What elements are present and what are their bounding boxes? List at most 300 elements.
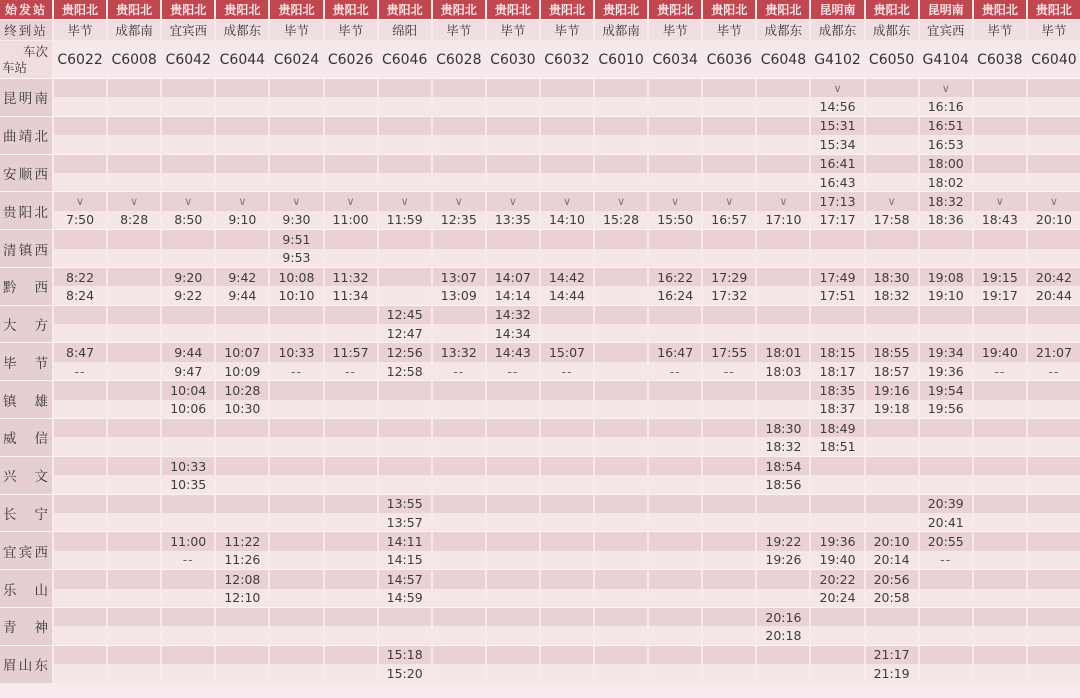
train-destination-cell: 毕节 <box>325 20 377 40</box>
station-name-char: 信 <box>34 431 48 448</box>
train-destination-cell: 毕节 <box>270 20 322 40</box>
departure-time-cell <box>433 513 485 531</box>
arrival-time-cell <box>325 646 377 664</box>
arrival-time-cell: 19:16 <box>866 381 918 399</box>
train-destination-cell: 宜宾西 <box>162 20 214 40</box>
arrival-time-cell <box>757 381 809 399</box>
departure-time-cell <box>216 324 268 342</box>
arrival-time-cell <box>1028 230 1080 248</box>
station-name-char: 顺 <box>18 166 33 183</box>
arrival-time-cell <box>270 117 322 135</box>
departure-time-cell <box>811 475 863 493</box>
station-name-char: 大 <box>3 318 17 335</box>
departure-time-cell: 18:36 <box>920 211 972 229</box>
arrival-time-cell: 19:40 <box>974 343 1026 361</box>
station-row <box>0 569 1080 607</box>
arrival-time-cell <box>108 155 160 173</box>
station-name-char: 节 <box>34 355 48 372</box>
arrival-time-cell <box>757 117 809 135</box>
train-number-cell: C6040 <box>1028 41 1080 78</box>
departure-time-cell <box>162 513 214 531</box>
arrival-time-cell <box>487 646 539 664</box>
arrival-time-cell <box>162 570 214 588</box>
arrival-time-cell <box>541 306 593 324</box>
departure-time-cell <box>541 475 593 493</box>
arrival-time-cell <box>974 570 1026 588</box>
arrival-time-cell: 14:07 <box>487 268 539 286</box>
train-origin-cell: 昆明南 <box>920 0 972 19</box>
departure-time-cell <box>325 475 377 493</box>
arrival-time-cell <box>920 570 972 588</box>
departure-time-cell <box>920 626 972 644</box>
arrival-time-cell <box>703 155 755 173</box>
departure-time-cell: 15:20 <box>379 664 431 682</box>
pass-through-icon: ∨ <box>1028 192 1080 210</box>
arrival-time-cell: 18:32 <box>920 192 972 210</box>
arrival-time-cell <box>595 608 647 626</box>
train-number-cell: C6044 <box>216 41 268 78</box>
departure-time-cell: 14:44 <box>541 286 593 304</box>
departure-time-cell: 17:17 <box>811 211 863 229</box>
arrival-time-cell <box>974 306 1026 324</box>
arrival-time-cell <box>216 306 268 324</box>
arrival-time-cell <box>379 155 431 173</box>
pass-through-icon: ∨ <box>216 192 268 210</box>
departure-time-cell <box>325 664 377 682</box>
departure-time-cell: 14:56 <box>811 97 863 115</box>
arrival-time-cell <box>811 230 863 248</box>
departure-time-cell <box>1028 324 1080 342</box>
arrival-time-cell: 17:55 <box>703 343 755 361</box>
station-name-char: 安 <box>3 166 17 183</box>
arrival-time-cell <box>325 381 377 399</box>
train-origin-cell: 昆明南 <box>811 0 863 19</box>
departure-time-cell <box>108 551 160 569</box>
departure-time-cell: 9:44 <box>216 286 268 304</box>
departure-time-cell <box>866 135 918 153</box>
departure-time-cell: -- <box>433 362 485 380</box>
train-number-axis-label: 车次 <box>22 43 48 59</box>
arrival-time-cell <box>541 117 593 135</box>
departure-time-cell <box>757 589 809 607</box>
departure-time-cell: 14:14 <box>487 286 539 304</box>
departure-time-cell <box>162 249 214 267</box>
arrival-time-cell <box>216 230 268 248</box>
arrival-time-cell: 14:57 <box>379 570 431 588</box>
train-destination-cell: 毕节 <box>433 20 485 40</box>
train-origin-cell: 贵阳北 <box>108 0 160 19</box>
departure-time-cell: -- <box>703 362 755 380</box>
arrival-time-cell <box>270 306 322 324</box>
departure-time-cell <box>216 626 268 644</box>
departure-time-cell: 19:36 <box>920 362 972 380</box>
pass-through-icon: ∨ <box>433 192 485 210</box>
arrival-time-cell <box>595 343 647 361</box>
arrival-time-cell: 11:22 <box>216 532 268 550</box>
station-name-char: 东 <box>34 658 48 675</box>
arrival-time-cell <box>974 419 1026 437</box>
departure-time-cell <box>649 135 701 153</box>
arrival-time-cell <box>108 268 160 286</box>
train-destination-cell: 成都东 <box>216 20 268 40</box>
train-station-corner-label <box>0 41 52 78</box>
arrival-time-cell: 15:18 <box>379 646 431 664</box>
arrival-time-cell <box>649 79 701 97</box>
departure-time-cell: 10:10 <box>270 286 322 304</box>
arrival-time-cell <box>54 608 106 626</box>
arrival-time-cell: 18:00 <box>920 155 972 173</box>
pass-through-icon: ∨ <box>541 192 593 210</box>
station-name <box>0 230 52 267</box>
station-row <box>0 267 1080 305</box>
departure-time-cell: 18:32 <box>866 286 918 304</box>
arrival-time-cell <box>866 230 918 248</box>
train-number-cell: C6022 <box>54 41 106 78</box>
train-origin-cell: 贵阳北 <box>433 0 485 19</box>
arrival-time-cell <box>270 608 322 626</box>
departure-time-cell <box>108 324 160 342</box>
departure-time-cell <box>703 589 755 607</box>
departure-time-cell <box>595 249 647 267</box>
departure-time-cell <box>920 249 972 267</box>
departure-time-cell <box>487 249 539 267</box>
departure-time-cell <box>162 437 214 455</box>
departure-time-cell <box>974 135 1026 153</box>
arrival-time-cell: 18:35 <box>811 381 863 399</box>
arrival-time-cell <box>487 532 539 550</box>
station-row <box>0 380 1080 418</box>
station-name-char: 北 <box>34 129 48 146</box>
departure-time-cell <box>216 475 268 493</box>
arrival-time-cell <box>541 532 593 550</box>
departure-time-cell <box>595 589 647 607</box>
arrival-time-cell <box>325 570 377 588</box>
departure-time-cell <box>974 626 1026 644</box>
arrival-time-cell <box>920 419 972 437</box>
pass-through-icon: ∨ <box>162 192 214 210</box>
station-name-char: 曲 <box>3 129 17 146</box>
arrival-time-cell <box>487 117 539 135</box>
arrival-time-cell <box>757 495 809 513</box>
departure-time-cell <box>974 551 1026 569</box>
arrival-time-cell <box>595 381 647 399</box>
departure-time-cell: 18:43 <box>974 211 1026 229</box>
arrival-time-cell: 9:44 <box>162 343 214 361</box>
departure-time-cell <box>270 135 322 153</box>
departure-time-cell: 12:35 <box>433 211 485 229</box>
departure-time-cell: 20:24 <box>811 589 863 607</box>
arrival-time-cell: 10:07 <box>216 343 268 361</box>
arrival-time-cell <box>162 117 214 135</box>
arrival-time-cell: 19:15 <box>974 268 1026 286</box>
arrival-time-cell <box>325 495 377 513</box>
arrival-time-cell: 16:41 <box>811 155 863 173</box>
arrival-time-cell <box>1028 117 1080 135</box>
departure-time-cell <box>541 249 593 267</box>
arrival-time-cell: 20:10 <box>866 532 918 550</box>
train-origin-cell: 贵阳北 <box>487 0 539 19</box>
arrival-time-cell <box>649 117 701 135</box>
arrival-time-cell <box>433 381 485 399</box>
departure-time-cell <box>1028 135 1080 153</box>
departure-time-cell: 14:15 <box>379 551 431 569</box>
departure-time-cell <box>325 589 377 607</box>
station-row <box>0 494 1080 532</box>
station-name-char: 神 <box>34 620 48 637</box>
pass-through-icon: ∨ <box>649 192 701 210</box>
arrival-time-cell <box>1028 608 1080 626</box>
arrival-time-cell <box>216 608 268 626</box>
station-row <box>0 342 1080 380</box>
departure-time-cell <box>325 173 377 191</box>
arrival-time-cell <box>595 155 647 173</box>
departure-time-cell <box>595 135 647 153</box>
train-origin-cell: 贵阳北 <box>54 0 106 19</box>
departure-time-cell <box>216 249 268 267</box>
arrival-time-cell <box>811 608 863 626</box>
departure-time-cell <box>811 513 863 531</box>
train-number-cell: C6008 <box>108 41 160 78</box>
departure-time-cell <box>270 324 322 342</box>
arrival-time-cell <box>433 608 485 626</box>
arrival-time-cell <box>270 570 322 588</box>
arrival-time-cell <box>433 419 485 437</box>
arrival-time-cell <box>379 419 431 437</box>
departure-time-cell: 18:37 <box>811 400 863 418</box>
departure-time-cell <box>108 626 160 644</box>
arrival-time-cell <box>325 117 377 135</box>
arrival-time-cell <box>54 457 106 475</box>
station-name-char: 文 <box>34 469 48 486</box>
departure-time-cell <box>541 589 593 607</box>
station-name <box>0 457 52 494</box>
arrival-time-cell <box>866 419 918 437</box>
train-number-cell: G4104 <box>920 41 972 78</box>
arrival-time-cell <box>649 419 701 437</box>
departure-time-cell <box>541 437 593 455</box>
arrival-time-cell <box>703 608 755 626</box>
departure-time-cell <box>433 97 485 115</box>
departure-time-cell <box>595 664 647 682</box>
station-name-char: 宁 <box>34 506 48 523</box>
departure-time-cell <box>379 249 431 267</box>
arrival-time-cell <box>595 532 647 550</box>
departure-time-cell: 11:34 <box>325 286 377 304</box>
departure-time-cell <box>757 135 809 153</box>
pass-through-icon: ∨ <box>703 192 755 210</box>
departure-time-cell: 9:53 <box>270 249 322 267</box>
arrival-time-cell: 21:07 <box>1028 343 1080 361</box>
departure-time-cell <box>108 437 160 455</box>
train-destination-cell: 宜宾西 <box>920 20 972 40</box>
station-name-char: 北 <box>34 204 48 221</box>
departure-time-cell <box>325 324 377 342</box>
departure-time-cell <box>703 135 755 153</box>
train-number-cell: C6048 <box>757 41 809 78</box>
departure-time-cell <box>649 589 701 607</box>
departure-time-cell <box>811 664 863 682</box>
arrival-time-cell <box>649 155 701 173</box>
departure-time-cell <box>54 551 106 569</box>
arrival-time-cell <box>974 646 1026 664</box>
arrival-time-cell <box>974 608 1026 626</box>
departure-time-cell <box>541 135 593 153</box>
station-row <box>0 418 1080 456</box>
departure-time-cell <box>487 475 539 493</box>
train-destination-cell: 毕节 <box>54 20 106 40</box>
arrival-time-cell <box>108 117 160 135</box>
departure-time-cell <box>270 400 322 418</box>
arrival-time-cell <box>649 646 701 664</box>
station-name-char: 黔 <box>3 280 17 297</box>
departure-time-cell <box>108 286 160 304</box>
arrival-time-cell <box>162 419 214 437</box>
departure-time-cell <box>703 664 755 682</box>
arrival-time-cell <box>325 79 377 97</box>
departure-time-cell: 19:10 <box>920 286 972 304</box>
train-destination-cell: 成都南 <box>595 20 647 40</box>
station-name-char: 宾 <box>18 544 33 561</box>
arrival-time-cell <box>866 495 918 513</box>
departure-time-cell: -- <box>1028 362 1080 380</box>
arrival-time-cell <box>866 79 918 97</box>
departure-time-cell <box>54 97 106 115</box>
arrival-time-cell <box>379 268 431 286</box>
departure-time-cell: 8:28 <box>108 211 160 229</box>
train-origin-cell: 贵阳北 <box>703 0 755 19</box>
departure-time-cell: 15:50 <box>649 211 701 229</box>
departure-time-cell <box>974 97 1026 115</box>
departure-time-cell <box>54 626 106 644</box>
station-name-char: 镇 <box>3 393 17 410</box>
departure-time-cell <box>325 249 377 267</box>
departure-time-cell <box>595 551 647 569</box>
arrival-time-cell <box>54 381 106 399</box>
arrival-time-cell <box>54 79 106 97</box>
pass-through-icon: ∨ <box>270 192 322 210</box>
arrival-time-cell: 17:29 <box>703 268 755 286</box>
arrival-time-cell <box>1028 495 1080 513</box>
train-destination-cell: 成都东 <box>811 20 863 40</box>
departure-time-cell <box>54 589 106 607</box>
arrival-time-cell <box>162 79 214 97</box>
pass-through-icon: ∨ <box>757 192 809 210</box>
arrival-time-cell: 19:36 <box>811 532 863 550</box>
departure-time-cell <box>649 475 701 493</box>
arrival-time-cell <box>595 419 647 437</box>
station-name-char: 长 <box>3 506 17 523</box>
arrival-time-cell: 18:30 <box>866 268 918 286</box>
departure-time-cell <box>649 249 701 267</box>
arrival-time-cell <box>974 230 1026 248</box>
arrival-time-cell: 19:22 <box>757 532 809 550</box>
departure-time-cell <box>162 626 214 644</box>
departure-time-cell <box>54 173 106 191</box>
arrival-time-cell <box>974 532 1026 550</box>
destination-station-label: 终到站 <box>0 20 52 40</box>
departure-time-cell <box>487 135 539 153</box>
arrival-time-cell <box>649 230 701 248</box>
arrival-time-cell <box>216 155 268 173</box>
departure-time-cell <box>1028 173 1080 191</box>
departure-time-cell <box>487 437 539 455</box>
departure-time-cell <box>920 589 972 607</box>
arrival-time-cell <box>216 419 268 437</box>
departure-time-cell <box>108 664 160 682</box>
departure-time-cell: 20:41 <box>920 513 972 531</box>
departure-time-cell <box>595 97 647 115</box>
departure-time-cell: 16:43 <box>811 173 863 191</box>
station-name <box>0 608 52 645</box>
station-name-char: 青 <box>3 620 17 637</box>
departure-time-cell <box>216 173 268 191</box>
station-name <box>0 343 52 380</box>
departure-time-cell <box>487 551 539 569</box>
arrival-time-cell <box>595 117 647 135</box>
arrival-time-cell <box>541 608 593 626</box>
departure-time-cell <box>162 589 214 607</box>
train-number-cell: C6032 <box>541 41 593 78</box>
station-name-char: 毕 <box>3 355 17 372</box>
station-name <box>0 419 52 456</box>
departure-time-cell: 15:28 <box>595 211 647 229</box>
arrival-time-cell <box>920 457 972 475</box>
departure-time-cell <box>541 173 593 191</box>
arrival-time-cell <box>974 117 1026 135</box>
arrival-time-cell <box>487 419 539 437</box>
arrival-time-cell <box>433 570 485 588</box>
departure-time-cell <box>1028 551 1080 569</box>
arrival-time-cell: 14:11 <box>379 532 431 550</box>
departure-time-cell <box>541 400 593 418</box>
station-name <box>0 79 52 116</box>
departure-time-cell: 9:22 <box>162 286 214 304</box>
departure-time-cell <box>866 626 918 644</box>
arrival-time-cell <box>703 646 755 664</box>
departure-time-cell: 20:18 <box>757 626 809 644</box>
pass-through-icon: ∨ <box>325 192 377 210</box>
arrival-time-cell <box>270 532 322 550</box>
departure-time-cell <box>1028 97 1080 115</box>
arrival-time-cell: 20:39 <box>920 495 972 513</box>
departure-time-cell <box>811 626 863 644</box>
arrival-time-cell <box>1028 457 1080 475</box>
arrival-time-cell <box>703 532 755 550</box>
arrival-time-cell: 20:42 <box>1028 268 1080 286</box>
arrival-time-cell <box>54 117 106 135</box>
pass-through-icon: ∨ <box>487 192 539 210</box>
arrival-time-cell <box>649 608 701 626</box>
departure-time-cell <box>108 475 160 493</box>
departure-time-cell: 19:17 <box>974 286 1026 304</box>
arrival-time-cell: 15:07 <box>541 343 593 361</box>
pass-through-icon: ∨ <box>108 192 160 210</box>
arrival-time-cell <box>1028 155 1080 173</box>
train-origin-cell: 贵阳北 <box>757 0 809 19</box>
departure-time-cell <box>866 324 918 342</box>
departure-time-cell: 21:19 <box>866 664 918 682</box>
departure-time-cell: 19:18 <box>866 400 918 418</box>
arrival-time-cell: 10:08 <box>270 268 322 286</box>
arrival-time-cell: 10:33 <box>162 457 214 475</box>
arrival-time-cell <box>649 457 701 475</box>
train-destination-cell: 绵阳 <box>379 20 431 40</box>
departure-time-cell: 13:35 <box>487 211 539 229</box>
departure-time-cell <box>974 249 1026 267</box>
departure-time-cell <box>325 626 377 644</box>
departure-time-cell <box>541 664 593 682</box>
train-number-row <box>0 41 1080 78</box>
